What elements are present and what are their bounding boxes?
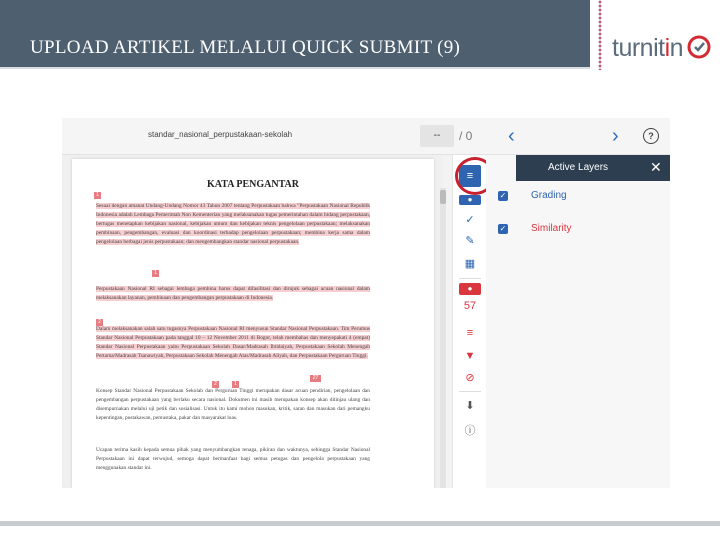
document-filename: standar_nasional_perpustakaan-sekolah [148, 130, 293, 139]
slide-header [0, 0, 590, 69]
layer-label: Grading [531, 190, 567, 201]
match-marker[interactable]: 2 [212, 381, 219, 388]
similarity-count[interactable]: 57 [463, 300, 477, 312]
match-overview-icon[interactable]: ≡ [466, 327, 474, 339]
page-total: / 0 [459, 129, 473, 143]
filter-icon[interactable]: ▼ [464, 350, 476, 362]
document-paragraph [96, 325, 370, 361]
document-paragraph [96, 202, 370, 247]
slide-title: UPLOAD ARTIKEL MELALUI QUICK SUBMIT (9) [30, 37, 461, 58]
download-icon[interactable]: ⬇ [465, 400, 475, 412]
panel-header [516, 155, 670, 181]
document-paragraph: Ucapan terima kasih kepada semua pihak yang menyumbangkan tenaga, pikiran dan waktunya, sehingga Standar Nasional Perpustakaan ini dapat terwujud, semoga dapat bermanfaat bagi semua petugas dan pengelola perpustakaan yang menggunakan standar ini. [96, 447, 370, 471]
logo-text-red: i [664, 34, 670, 62]
document-title: KATA PENGANTAR [207, 179, 299, 190]
grading-layer-icon[interactable]: ● [459, 195, 481, 205]
match-marker[interactable]: 1 [152, 270, 159, 277]
logo-text-prefix: turnit [612, 34, 665, 62]
document-scrollbar[interactable] [440, 188, 446, 488]
info-icon[interactable]: ⓘ [464, 425, 476, 437]
feedback-studio-viewer [62, 118, 670, 488]
layers-icon[interactable]: ≡ [459, 165, 481, 187]
similarity-layer-icon[interactable]: ● [459, 283, 481, 295]
active-layers-panel [486, 155, 670, 488]
turnitin-logo [612, 34, 683, 63]
grading-checkbox[interactable]: ✓ [499, 191, 507, 200]
footer-rule [0, 521, 720, 526]
grid-icon[interactable]: ▦ [464, 258, 476, 270]
page-number-input[interactable]: -- [420, 125, 454, 147]
highlighted-text[interactable]: Dalam melaksanakan salah satu tugasnya Perpustakaan Nasional RI menyusun Standar Nasional Perpustakaan. Tim Perumus Standar Nasional Perpustakaan pada tanggal 10 – 12 November 2011 di Bogor, telah membahas dan menyepakati 4 (empat) Standar Nasional Perpustakaan yaitu Perpustakaan Sekolah Dasar/Madrasah Ibtidaiyah, Perpustakaan Sekolah Menengah Pertama/Madrasah Tsanawiyah, Perpustakaan Sekolah Menengah Atas/Madrasah Aliyah, dan Perpustakaan Perguruan Tinggi. [96, 326, 370, 359]
document-page [72, 159, 434, 488]
turnitin-logo-mark-icon [686, 34, 712, 60]
close-icon[interactable]: ✕ [650, 159, 662, 175]
toolbar-divider [459, 278, 481, 279]
panel-title: Active Layers [548, 162, 609, 173]
edit-icon[interactable]: ✎ [465, 235, 475, 247]
checkmark-icon[interactable]: ✓ [465, 214, 475, 226]
document-area [62, 155, 442, 488]
toolbar-divider [459, 391, 481, 392]
scrollbar-thumb[interactable] [440, 190, 446, 204]
highlighted-text[interactable]: Perpustakaan Nasional RI sebagai lembaga pembina harus dapat difasilitasi dan dirujuk sebagai acuan nasional dalam melaksanakan layanan, pembinaan dan pengembangan perpustakaan di Indonesia. [96, 286, 370, 301]
exclude-icon[interactable]: ⊘ [465, 372, 475, 384]
match-marker[interactable]: 1 [94, 192, 101, 199]
chevron-left-icon[interactable]: ‹ [508, 125, 515, 147]
logo-text-suffix: n [669, 34, 684, 62]
viewer-topbar [62, 118, 670, 155]
chevron-right-icon[interactable]: › [612, 125, 619, 147]
help-icon[interactable]: ? [643, 128, 659, 144]
match-marker[interactable]: 27 [310, 375, 321, 382]
document-paragraph: Konsep Standar Nasional Perpustakaan Sekolah dan Perguruan Tinggi merupakan dasar acuan pendirian, pengelolaan dan pengembangan perpustakaan yang berlaku secara nasional. Dokumen ini masih merupakan konsep akan ditinjau ulang dan disempurnakan melalui uji petik dan sosialisasi. Untuk itu kami mohon masukan, kritik, saran dan masukan dari pemangku kepentingan, pustakawan, pemustaka, pakar dan masyarakat luas. [96, 388, 370, 421]
match-marker[interactable]: 2 [96, 319, 103, 326]
similarity-checkbox[interactable]: ✓ [499, 224, 507, 233]
decorative-dot-column [597, 0, 603, 70]
highlighted-text[interactable]: Sesuai dengan amanat Undang-Undang Nomor 43 Tahun 2007 tentang Perpustakaan bahwa "Perpustakaan Nasional Republik Indonesia adalah Lembaga Pemerintah Non Kementerian yang melaksanakan tugas pemerintahan dalam bidang perpustakaan, bertugas menetapkan kebijakan nasional, kebijakan umum dan kebijakan teknis pengelolaan perpustakaan; melaksanakan pembinaan, pengembangan, evaluasi dan koordinasi terhadap pengelolaan perpustakaan; membina kerja sama dalam pengelolaan berbagai jenis perpustakaan; dan mengembangkan standar nasional perpustakaan. [96, 203, 370, 245]
layer-label: Similarity [531, 223, 572, 234]
document-paragraph [96, 285, 370, 303]
match-marker[interactable]: 1 [232, 381, 239, 388]
layers-toolbar [452, 155, 487, 488]
